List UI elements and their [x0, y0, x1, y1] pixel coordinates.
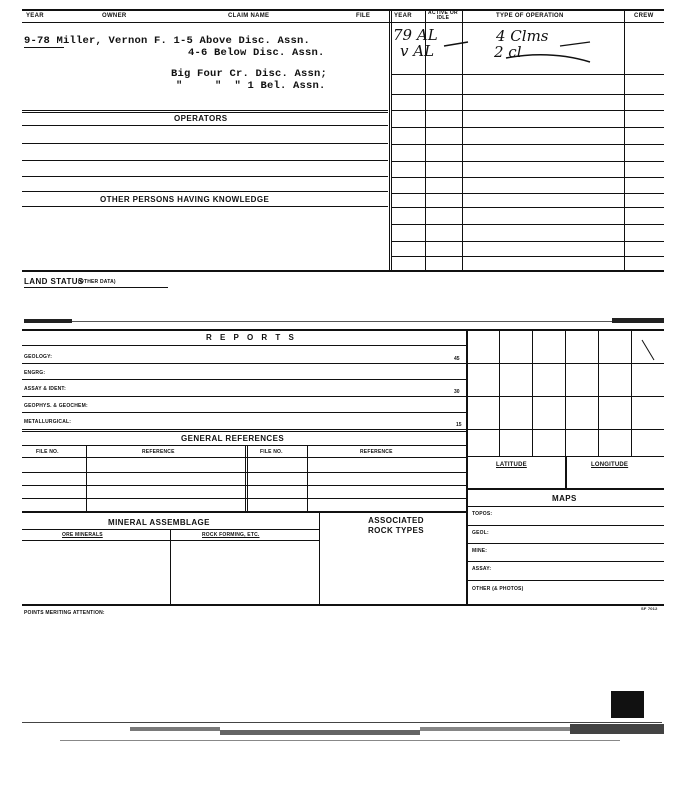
gen-ref-file-no-2: FILE NO. — [260, 449, 283, 455]
mineral-assemblage-heading: MINERAL ASSEMBLAGE — [108, 518, 210, 527]
header-year: YEAR — [26, 13, 44, 19]
land-status-label: LAND STATUS — [24, 277, 84, 286]
handwritten-operation-2: 2 cl — [494, 43, 522, 61]
associated-rock-types-heading: ASSOCIATED ROCK TYPES — [367, 516, 424, 535]
claim-row-3: Big Four Cr. Disc. Assn; — [171, 68, 328, 80]
header-claim-name: CLAIM NAME — [228, 13, 270, 19]
map-grid-mark — [640, 338, 664, 368]
operators-heading: OPERATORS — [174, 114, 228, 123]
gen-ref-file-no-1: FILE NO. — [36, 449, 59, 455]
land-status-sub: (OTHER DATA) — [78, 279, 116, 285]
header-active-idle: ACTIVE OR IDLE — [428, 10, 458, 21]
report-metallurgical: METALLURGICAL: — [24, 419, 72, 425]
handwritten-strokes — [440, 40, 640, 70]
header-type-of-operation: TYPE OF OPERATION — [496, 13, 564, 19]
ore-minerals-label: ORE MINERALS — [62, 532, 103, 538]
form-code: SF 7012 — [641, 606, 658, 611]
gen-ref-reference-2: REFERENCE — [360, 449, 393, 455]
maps-heading: MAPS — [552, 494, 577, 503]
handwritten-operation-1: 4 Clms — [496, 27, 549, 45]
report-geology: GEOLOGY: — [24, 354, 53, 360]
longitude-label: LONGITUDE — [591, 462, 629, 468]
header-year2: YEAR — [394, 13, 412, 19]
reports-heading: R E P O R T S — [206, 333, 297, 342]
report-number-45: 45 — [454, 356, 460, 362]
maps-mine: MINE: — [472, 548, 488, 554]
header-owner: OWNER — [102, 13, 127, 19]
handwritten-year-status-2: v AL — [400, 42, 435, 60]
general-references-heading: GENERAL REFERENCES — [181, 434, 285, 443]
report-number-30: 30 — [454, 389, 460, 395]
report-engrg: ENGRG: — [24, 370, 46, 376]
maps-topos: TOPOS: — [472, 511, 493, 517]
claim-row-1: 9-78 Miller, Vernon F. 1-5 Above Disc. Assn. — [24, 35, 311, 47]
black-square-mark — [611, 691, 644, 718]
claim-row-2: 4-6 Below Disc. Assn. — [188, 47, 325, 59]
rock-forming-label: ROCK FORMING, ETC. — [202, 532, 260, 538]
claim-row-4: " " " 1 Bel. Assn. — [176, 80, 326, 92]
header-file: FILE — [356, 13, 371, 19]
maps-assay: ASSAY: — [472, 566, 492, 572]
maps-geol: GEOL: — [472, 530, 489, 536]
report-geophys: GEOPHYS. & GEOCHEM: — [24, 403, 88, 409]
latitude-label: LATITUDE — [496, 462, 527, 468]
gen-ref-reference-1: REFERENCE — [142, 449, 175, 455]
header-crew: CREW — [634, 13, 654, 19]
report-number-15: 15 — [456, 422, 462, 428]
maps-other: OTHER (& PHOTOS) — [472, 586, 524, 592]
points-meriting-attention: POINTS MERITING ATTENTION: — [24, 610, 105, 616]
other-persons-heading: OTHER PERSONS HAVING KNOWLEDGE — [100, 195, 270, 204]
handwritten-year-status-1: 79 AL — [393, 26, 438, 44]
report-assay: ASSAY & IDENT: — [24, 386, 66, 392]
